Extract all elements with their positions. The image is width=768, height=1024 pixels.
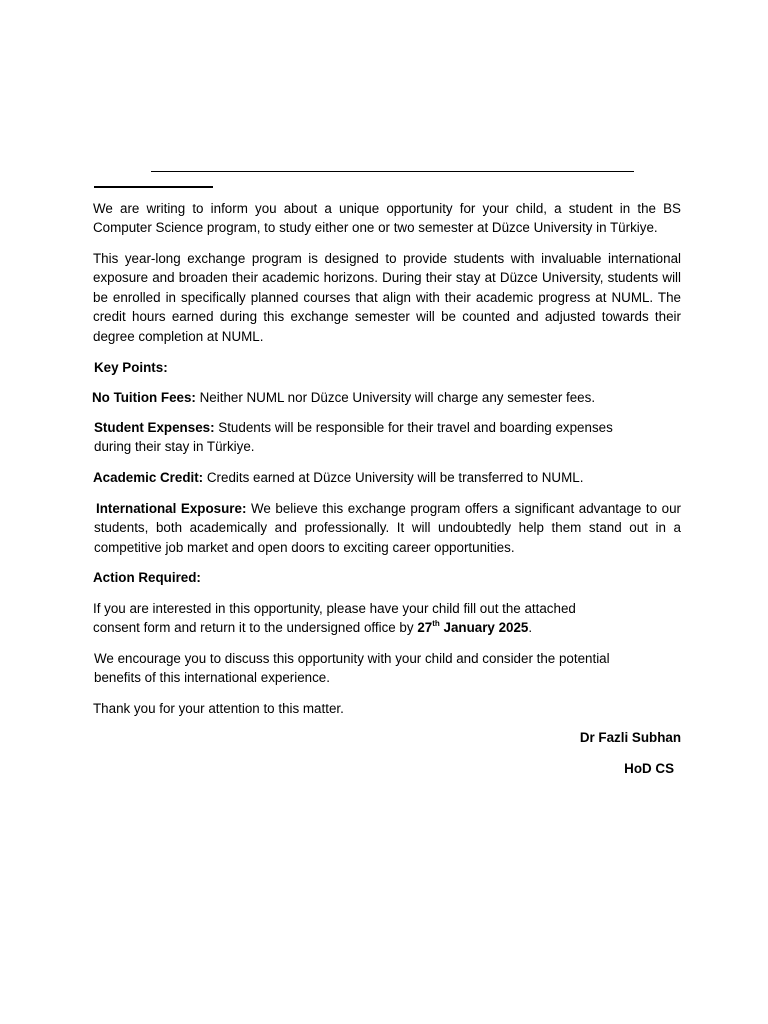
action-line2-end: . — [528, 620, 533, 636]
signature-title: HoD CS — [624, 761, 674, 776]
encourage-line2: benefits of this international experience. — [94, 670, 330, 686]
closing-line: Thank you for your attention to this matter. — [93, 701, 344, 716]
key-point-exposure-label: International Exposure: — [96, 501, 247, 516]
key-point-tuition-label: No Tuition Fees: — [92, 390, 196, 405]
key-point-tuition — [92, 388, 680, 407]
deadline-month-year: January 2025 — [439, 620, 529, 636]
deadline-day: 27 — [417, 620, 433, 636]
action-line2-prefix: consent form and return it to the undersigned office by — [93, 620, 418, 636]
header-rule — [151, 171, 634, 172]
key-point-expenses-line2: during their stay in Türkiye. — [94, 439, 255, 455]
key-point-exposure-text: We believe this exchange program offers a significant advantage to our students, both academically and professionally. It will undoubtedly help them stand out in a competitive job market and open doors to exciting career opportunities. — [94, 501, 681, 555]
key-point-credit-text: Credits earned at Düzce University will be transferred to NUML. — [203, 470, 584, 485]
key-point-exposure — [94, 499, 681, 557]
key-point-expenses-line1: Students will be responsible for their travel and boarding expenses — [214, 420, 613, 435]
signature-name: Dr Fazli Subhan — [579, 730, 681, 745]
intro-paragraph: We are writing to inform you about a unique opportunity for your child, a student in the BS Computer Science program, to study either one or two semester at Düzce University in Türkiye. — [93, 201, 681, 236]
action-required-heading: Action Required: — [93, 570, 201, 585]
program-description-paragraph: This year-long exchange program is designed to provide students with invaluable international exposure and broaden their academic horizons. During their stay at Düzce University, students will be enrolled in specifically planned courses that align with their academic progress at NUML. The credit hours earned during this exchange semester will be counted and adjusted towards their degree completion at NUML. — [93, 251, 681, 344]
deadline-date — [417, 620, 528, 635]
key-point-expenses-label: Student Expenses: — [94, 420, 215, 435]
deadline-suffix: th — [432, 618, 440, 628]
key-point-credit-label: Academic Credit: — [93, 470, 204, 485]
key-point-tuition-text: Neither NUML nor Düzce University will charge any semester fees. — [195, 390, 596, 405]
action-required-paragraph — [93, 599, 681, 638]
key-points-heading: Key Points: — [94, 360, 168, 375]
encourage-paragraph — [94, 649, 682, 688]
key-point-expenses — [94, 418, 682, 457]
salutation-rule — [94, 186, 213, 188]
encourage-line1: We encourage you to discuss this opportunity with your child and consider the potential — [94, 651, 610, 666]
action-line1: If you are interested in this opportunity, please have your child fill out the attached — [93, 601, 576, 616]
key-point-credit — [93, 468, 681, 487]
